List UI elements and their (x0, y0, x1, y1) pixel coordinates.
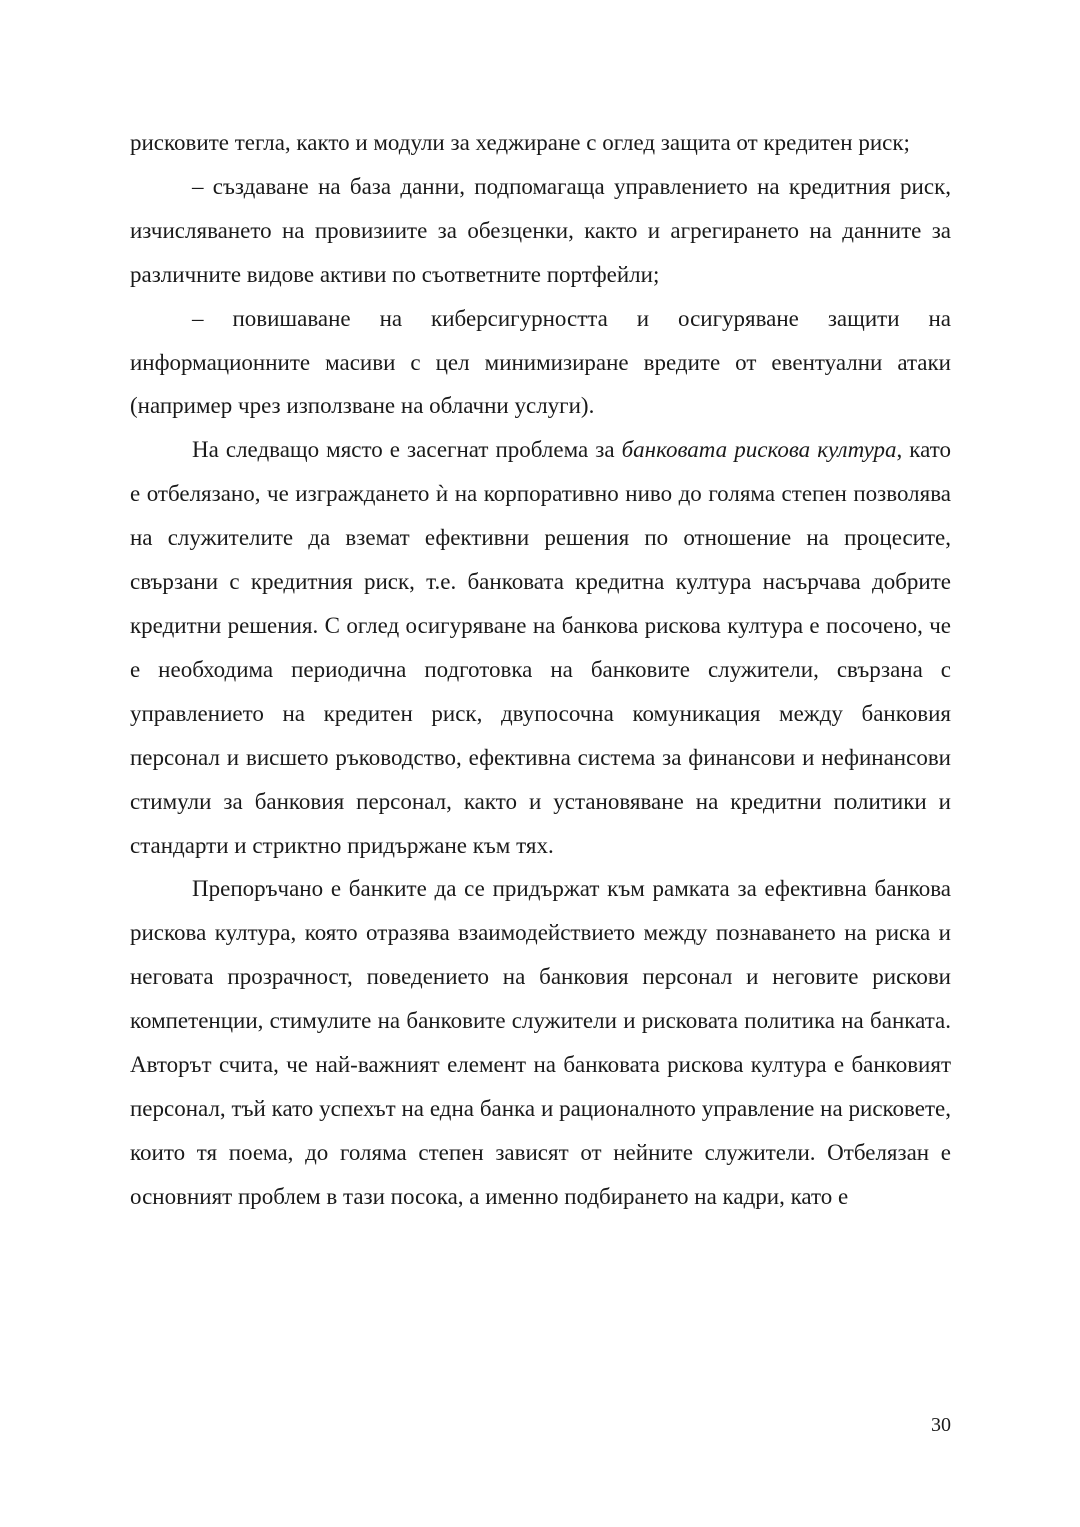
page-number: 30 (931, 1414, 951, 1436)
paragraph-4-italic-term: банковата рискова култура (621, 437, 897, 463)
paragraph-1-text: рисковите тегла, както и модули за хеджиране с оглед защита от кредитен риск; (130, 130, 910, 155)
paragraph-2-bullet-database (130, 165, 951, 297)
paragraph-4-text-rest: , като е отбелязано, че изграждането ѝ на корпоративно ниво до голяма степен позволява на служителите да вземат ефективни решения по отношение на процесите, свързани с кредитния риск, т.е. банковата кредитна култура насърчава добрите кредитни решения. С оглед осигуряване на банкова рискова култура е посочено, че е необходима периодична подготовка на банковите служители, свързана с управлението на кредитен риск, двупосочна комуникация между банковия персонал и висшето ръководство, ефективна система за финансови и нефинансови стимули за банковия персонал, както и установяване на кредитни политики и стандарти и стриктно придържане към тях. (130, 437, 951, 858)
paragraph-3-bullet-cybersecurity (130, 297, 951, 429)
paragraph-4-text-start: На следващо място е засегнат проблема за (192, 437, 622, 463)
paragraph-4-risk-culture (130, 428, 951, 867)
page-body (130, 121, 951, 1219)
paragraph-5-recommendation (130, 867, 951, 1218)
paragraph-2-text: – създаване на база данни, подпомагаща управлението на кредитния риск, изчисляването на провизиите за обезценки, както и агрегирането на данните за различните видове активи по съответните портфейли; (130, 173, 951, 287)
paragraph-1 (130, 121, 951, 165)
paragraph-5-text: Препоръчано е банките да се придържат към рамката за ефективна банкова рискова култура, която отразява взаимодействието между познаването на риска и неговата прозрачност, поведението на банковия персонал и неговите рискови компетенции, стимулите на банковите служители и рисковата политика на банката. Авторът счита, че най-важният елемент на банковата рискова култура е банковият персонал, тъй като успехът на една банка и рационалното управление на рисковете, които тя поема, до голяма степен зависят от нейните служители. Отбелязан е основният проблем в тази посока, а именно подбирането на кадри, като е (130, 876, 951, 1209)
paragraph-3-text: – повишаване на киберсигурността и осигуряване защити на информационните масиви с цел минимизиране вредите от евентуални атаки (например чрез използване на облачни услуги). (130, 305, 951, 419)
